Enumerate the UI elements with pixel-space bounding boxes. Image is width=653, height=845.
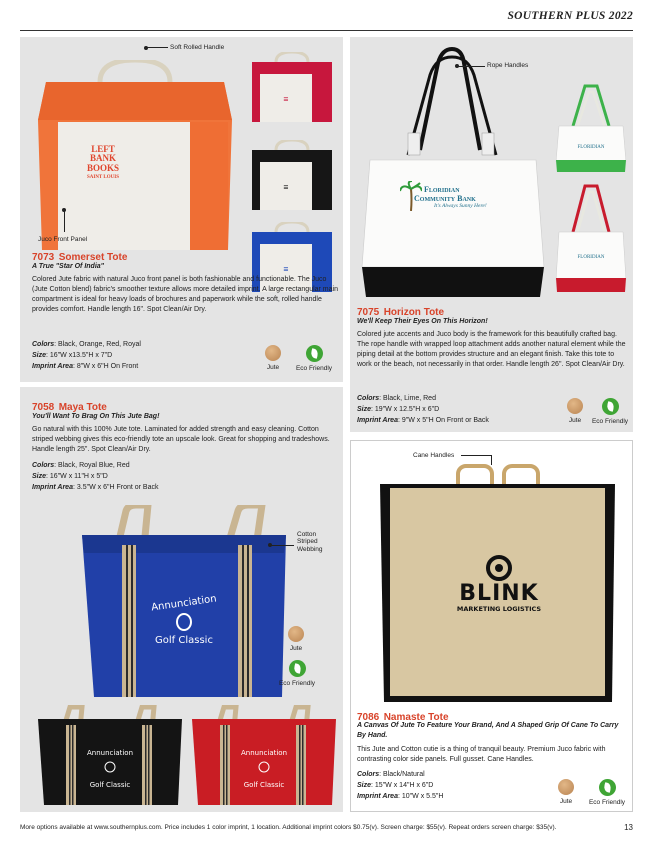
spec-value: : Black/Natural <box>379 771 425 778</box>
somerset-bag-imprint <box>68 145 138 181</box>
svg-text:≡: ≡ <box>283 264 289 274</box>
badge-label: Eco Friendly <box>295 365 333 372</box>
product-number: 7058 <box>32 402 55 413</box>
namaste-tagline: A Canvas Of Jute To Feature Your Brand, And A Shaped Grip Of Cane To Carry By Hand. <box>357 722 619 740</box>
spec-label: Colors <box>357 395 380 402</box>
somerset-imprint-area <box>32 362 138 372</box>
imprint-line: Annunciation <box>150 593 218 614</box>
spec-value: : 3.5"W x 6"H Front or Back <box>72 484 159 491</box>
spec-label: Size <box>357 406 372 413</box>
spec-value: : Black, Royal Blue, Red <box>54 462 130 469</box>
imprint-brand: BLINK <box>459 581 539 606</box>
spec-label: Colors <box>32 341 55 348</box>
spec-label: Imprint Area <box>357 793 398 800</box>
namaste-bag-imprint <box>444 555 554 613</box>
logo-inner <box>495 564 503 572</box>
somerset-description: Colored Jute fabric with natural Juco front panel is both fashionable and functionable. The Juco (Jute Cotton blend) fabric's smoother texture allows more detailed imprint. A large rectangular main compartment is ideal for heavy loads of brochures and paperwork while the soft, rolled handle provides comfort. Handle length 16". Spot Clean/Air Dry. <box>32 276 338 314</box>
imprint-line: Community Bank <box>414 194 476 203</box>
maya-eco-badge <box>274 660 320 687</box>
imprint-sub: MARKETING LOGISTICS <box>456 605 542 613</box>
callout-rope-handles: Rope Handles <box>487 62 529 69</box>
spec-value: : 15"W x 14"H x 6"D <box>371 782 434 789</box>
camera-logo-icon <box>486 555 512 581</box>
imprint-line: Floridian <box>424 185 460 194</box>
maya-description: Go natural with this 100% Jute tote. Laminated for added strength and easy cleaning. Cotton striped webbing gives this eco-friendly tote an upscale look. Great for shopping and tradeshows. Handle length 25". Spot Clean/Air Dry. <box>32 426 330 454</box>
badge-label: Jute <box>568 417 582 424</box>
horizon-bag-imprint <box>398 185 508 209</box>
product-number: 7086 <box>357 712 380 723</box>
svg-text:Annunciation: Annunciation <box>240 749 288 757</box>
spec-value: : Black, Orange, Red, Royal <box>54 341 141 348</box>
horizon-eco-badge <box>588 398 632 425</box>
somerset-size <box>32 351 112 361</box>
somerset-eco-badge <box>290 345 338 372</box>
callout-line <box>491 455 492 465</box>
callout-juco-front-panel: Juco Front Panel <box>38 236 88 243</box>
spec-label: Size <box>32 352 47 359</box>
horizon-description: Colored jute accents and Juco body is the framework for this beautifully crafted bag. The rope handle with wrapped loop attachment adds another natural element while the piping detail at the bottom provides structure and an elegant finish. Take this tote to work or the beach, not necessarily in that order. Handle length 26". Spot Clean/Air Dry. <box>357 331 626 369</box>
svg-text:Golf Classic: Golf Classic <box>243 781 285 789</box>
product-number: 7073 <box>32 252 55 263</box>
horizon-size <box>357 405 439 415</box>
spec-value: : 16"W x13.5"H x 7"D <box>46 352 113 359</box>
page-number: 13 <box>624 823 633 832</box>
eco-leaf-icon <box>289 660 306 677</box>
product-name: Horizon Tote <box>383 307 445 318</box>
spec-value: : 9"W x 5"H On Front or Back <box>397 417 489 424</box>
imprint-line: BOOKS <box>86 162 119 173</box>
eco-leaf-icon <box>306 345 323 362</box>
spec-value: : 19"W x 12.5"H x 6"D <box>371 406 440 413</box>
imprint-line: It's Always Sunny Here! <box>434 203 487 209</box>
callout-line <box>461 455 491 456</box>
jute-icon <box>567 398 583 414</box>
svg-text:FLORIDIAN: FLORIDIAN <box>577 145 605 150</box>
horizon-main-bag-image <box>360 45 546 300</box>
callout-soft-rolled-handle: Soft Rolled Handle <box>170 44 225 51</box>
badge-label: Jute <box>559 798 573 805</box>
callout-line <box>146 47 168 48</box>
somerset-tagline: A True "Star Of India" <box>32 263 104 270</box>
badge-label: Jute <box>289 645 303 652</box>
horizon-lime-bag-image <box>555 82 627 172</box>
badge-label: Eco Friendly <box>588 799 626 806</box>
spec-label: Size <box>357 782 372 789</box>
namaste-eco-badge <box>584 779 630 806</box>
header-divider <box>20 30 633 31</box>
somerset-jute-badge <box>260 345 286 371</box>
spec-value: : 8"W x 6"H On Front <box>72 363 139 370</box>
badge-label: Eco Friendly <box>278 680 316 687</box>
badge-label: Eco Friendly <box>591 418 629 425</box>
callout-cotton-striped-webbing: Cotton Striped Webbing <box>297 531 323 553</box>
spec-value: : 10"W x 5.5"H <box>397 793 444 800</box>
svg-text:Golf Classic: Golf Classic <box>89 781 131 789</box>
jute-icon <box>265 345 281 361</box>
spec-label: Colors <box>32 462 55 469</box>
product-number: 7075 <box>357 307 380 318</box>
callout-line <box>270 545 294 546</box>
imprint-line: LEFT <box>91 144 115 154</box>
spec-label: Imprint Area <box>32 363 73 370</box>
spec-value: : Black, Lime, Red <box>379 395 436 402</box>
product-name: Namaste Tote <box>383 712 449 723</box>
spec-label: Size <box>32 473 47 480</box>
svg-text:≡: ≡ <box>283 182 289 192</box>
spec-label: Imprint Area <box>357 417 398 424</box>
spec-label: Imprint Area <box>32 484 73 491</box>
imprint-subline: SAINT LOUIS <box>86 175 119 181</box>
svg-text:Annunciation: Annunciation <box>86 749 134 757</box>
maya-bag-imprint <box>134 593 234 646</box>
somerset-colors <box>32 340 141 350</box>
svg-text:≡: ≡ <box>283 94 289 104</box>
callout-line <box>457 66 485 67</box>
svg-text:FLORIDIAN: FLORIDIAN <box>577 255 605 260</box>
jute-icon <box>558 779 574 795</box>
namaste-imprint-area <box>357 792 443 802</box>
namaste-size <box>357 781 433 791</box>
palm-tree-icon <box>400 181 422 211</box>
catalog-header: SOUTHERN PLUS 2022 <box>507 10 633 22</box>
imprint-line: Golf Classic <box>155 635 213 646</box>
footer-pricing-note: More options available at www.southernplus.com. Price includes 1 color imprint, 1 location. Additional imprint colors $0.75(v). Screen charge: $55(v). Repeat orders screen charge: $35(v). <box>20 824 557 831</box>
spec-value: : 16"W x 11"H x 5"D <box>46 473 108 480</box>
horizon-imprint-area <box>357 416 489 426</box>
eco-leaf-icon <box>599 779 616 796</box>
namaste-jute-badge <box>553 779 579 805</box>
callout-line <box>64 210 65 232</box>
horizon-red-bag-image <box>555 182 627 292</box>
maya-tagline: You'll Want To Brag On This Jute Bag! <box>32 413 160 420</box>
maya-size <box>32 472 108 482</box>
imprint-line: BANK <box>89 153 116 164</box>
maya-colors <box>32 461 130 471</box>
golf-ball-icon <box>176 613 192 631</box>
spec-label: Colors <box>357 771 380 778</box>
jute-icon <box>288 626 304 642</box>
callout-cane-handles: Cane Handles <box>413 452 455 459</box>
horizon-tagline: We'll Keep Their Eyes On This Horizon! <box>357 318 488 325</box>
product-name: Maya Tote <box>58 402 107 413</box>
horizon-colors <box>357 394 436 404</box>
namaste-colors <box>357 770 425 780</box>
maya-red-bag-image <box>190 705 338 805</box>
maya-jute-badge <box>283 626 309 652</box>
somerset-black-bag-image <box>250 140 334 210</box>
badge-label: Jute <box>266 364 280 371</box>
maya-imprint-area <box>32 483 158 493</box>
namaste-description: This Jute and Cotton cutie is a thing of tranquil beauty. Premium Juco fabric with contrasting color side panels. Full gusset. Cane Handles. <box>357 746 606 764</box>
horizon-jute-badge <box>562 398 588 424</box>
somerset-red-bag-image <box>250 52 334 122</box>
maya-black-bag-image <box>36 705 184 805</box>
product-name: Somerset Tote <box>58 252 128 263</box>
eco-leaf-icon <box>602 398 619 415</box>
